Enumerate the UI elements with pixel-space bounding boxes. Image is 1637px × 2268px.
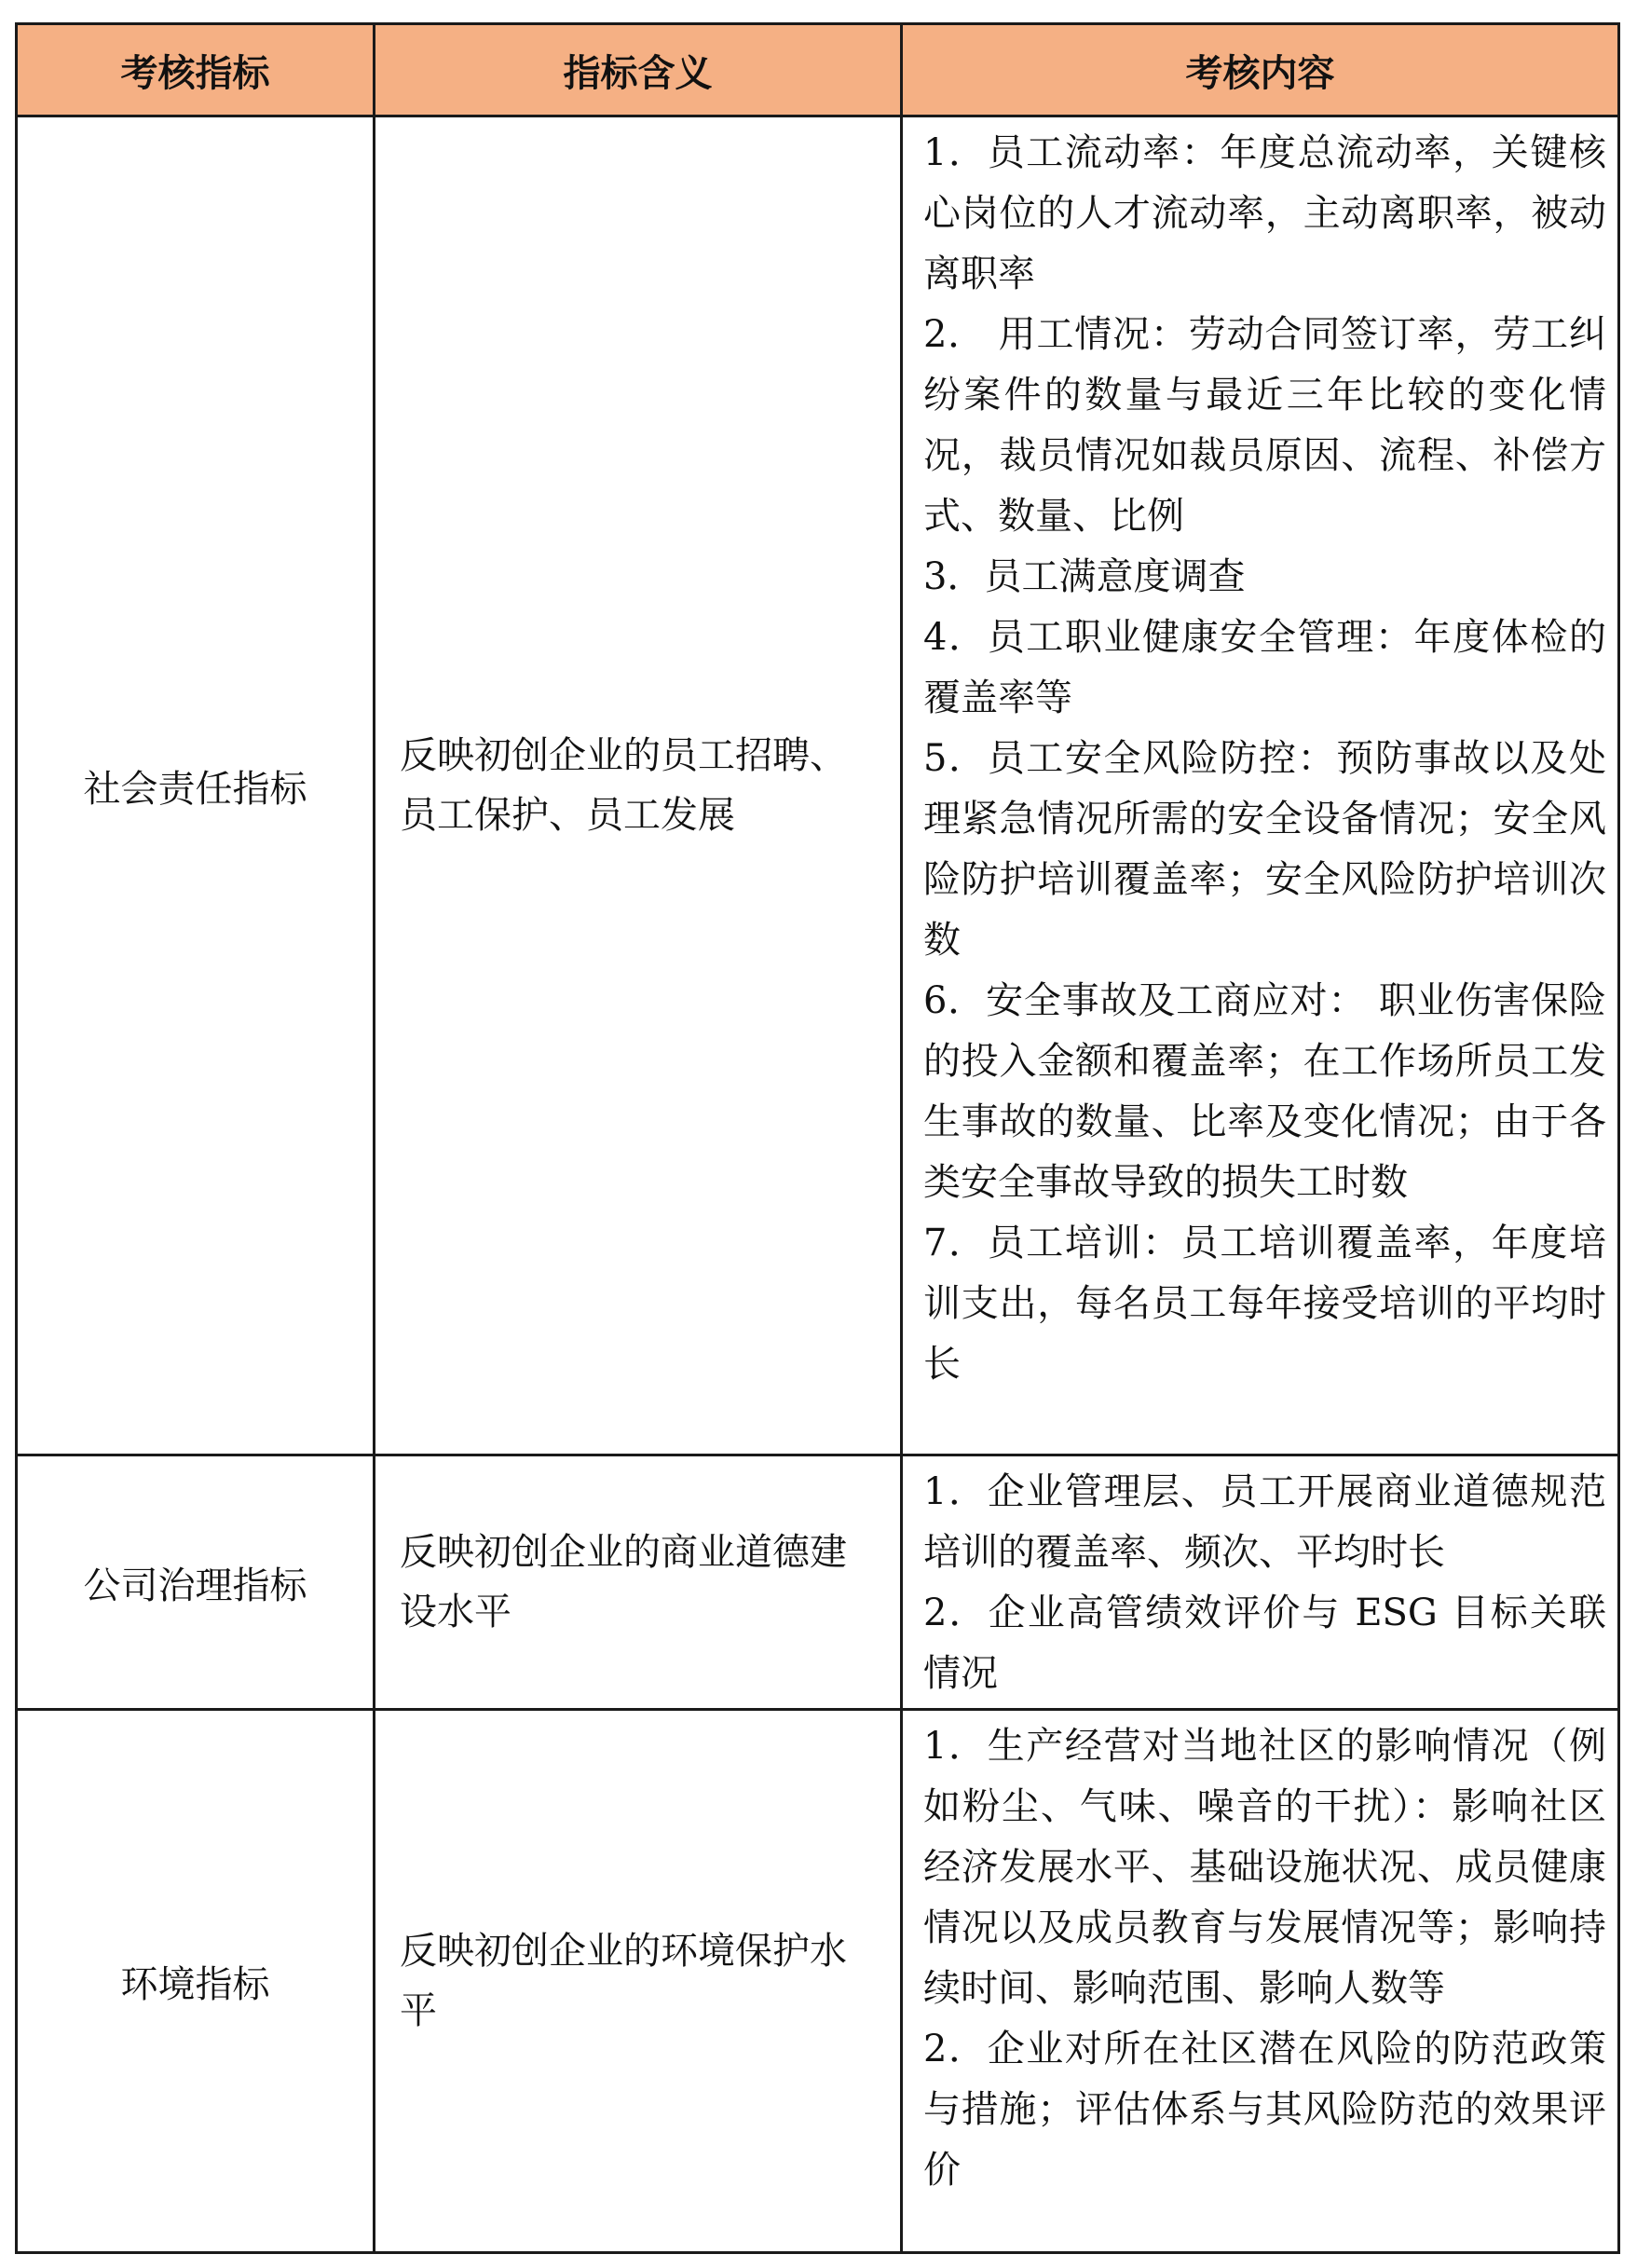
table-row-environment bbox=[17, 1710, 1619, 2253]
content-item: 1．员工流动率：年度总流动率，关键核心岗位的人才流动率，主动离职率，被动离职率 bbox=[923, 131, 1606, 295]
esg-indicator-table bbox=[15, 22, 1620, 2254]
indicator-meaning: 反映初创企业的环境保护水平 bbox=[375, 1710, 902, 2253]
content-item: 2．企业高管绩效评价与 ESG 目标关联情况 bbox=[923, 1592, 1606, 1695]
indicator-content bbox=[902, 1455, 1619, 1710]
indicator-content bbox=[902, 116, 1619, 1455]
indicator-name: 环境指标 bbox=[17, 1710, 375, 2253]
content-item: 5．员工安全风险防控：预防事故以及处理紧急情况所需的安全设备情况；安全风险防护培训覆盖率；安全风险防护培训次数 bbox=[923, 737, 1606, 962]
content-item: 7．员工培训：员工培训覆盖率，年度培训支出，每名员工每年接受培训的平均时长 bbox=[923, 1222, 1606, 1386]
header-meaning: 指标含义 bbox=[375, 24, 902, 116]
indicator-meaning: 反映初创企业的员工招聘、员工保护、员工发展 bbox=[375, 116, 902, 1455]
content-item: 2．企业对所在社区潜在风险的防范政策与措施；评估体系与其风险防范的效果评价 bbox=[923, 2028, 1606, 2192]
indicator-content bbox=[902, 1710, 1619, 2253]
table-row-social-responsibility bbox=[17, 116, 1619, 1455]
content-item: 1．生产经营对当地社区的影响情况（例如粉尘、气味、噪音的干扰）：影响社区经济发展水平、基础设施状况、成员健康情况以及成员教育与发展情况等；影响持续时间、影响范围、影响人数等 bbox=[923, 1725, 1606, 2010]
header-content: 考核内容 bbox=[902, 24, 1619, 116]
table-row-corporate-governance bbox=[17, 1455, 1619, 1710]
content-item: 6．安全事故及工商应对： 职业伤害保险的投入金额和覆盖率；在工作场所员工发生事故的数量、比率及变化情况；由于各类安全事故导致的损失工时数 bbox=[923, 979, 1606, 1204]
indicator-name: 社会责任指标 bbox=[17, 116, 375, 1455]
header-indicator: 考核指标 bbox=[17, 24, 375, 116]
content-item: 3．员工满意度调查 bbox=[923, 555, 1246, 598]
indicator-meaning: 反映初创企业的商业道德建设水平 bbox=[375, 1455, 902, 1710]
content-item: 2． 用工情况：劳动合同签订率，劳工纠纷案件的数量与最近三年比较的变化情况，裁员情况如裁员原因、流程、补偿方式、数量、比例 bbox=[923, 313, 1606, 538]
table-header-row bbox=[17, 24, 1619, 116]
content-item: 1．企业管理层、员工开展商业道德规范培训的覆盖率、频次、平均时长 bbox=[923, 1470, 1606, 1574]
indicator-name: 公司治理指标 bbox=[17, 1455, 375, 1710]
content-item: 4．员工职业健康安全管理：年度体检的覆盖率等 bbox=[923, 616, 1606, 719]
